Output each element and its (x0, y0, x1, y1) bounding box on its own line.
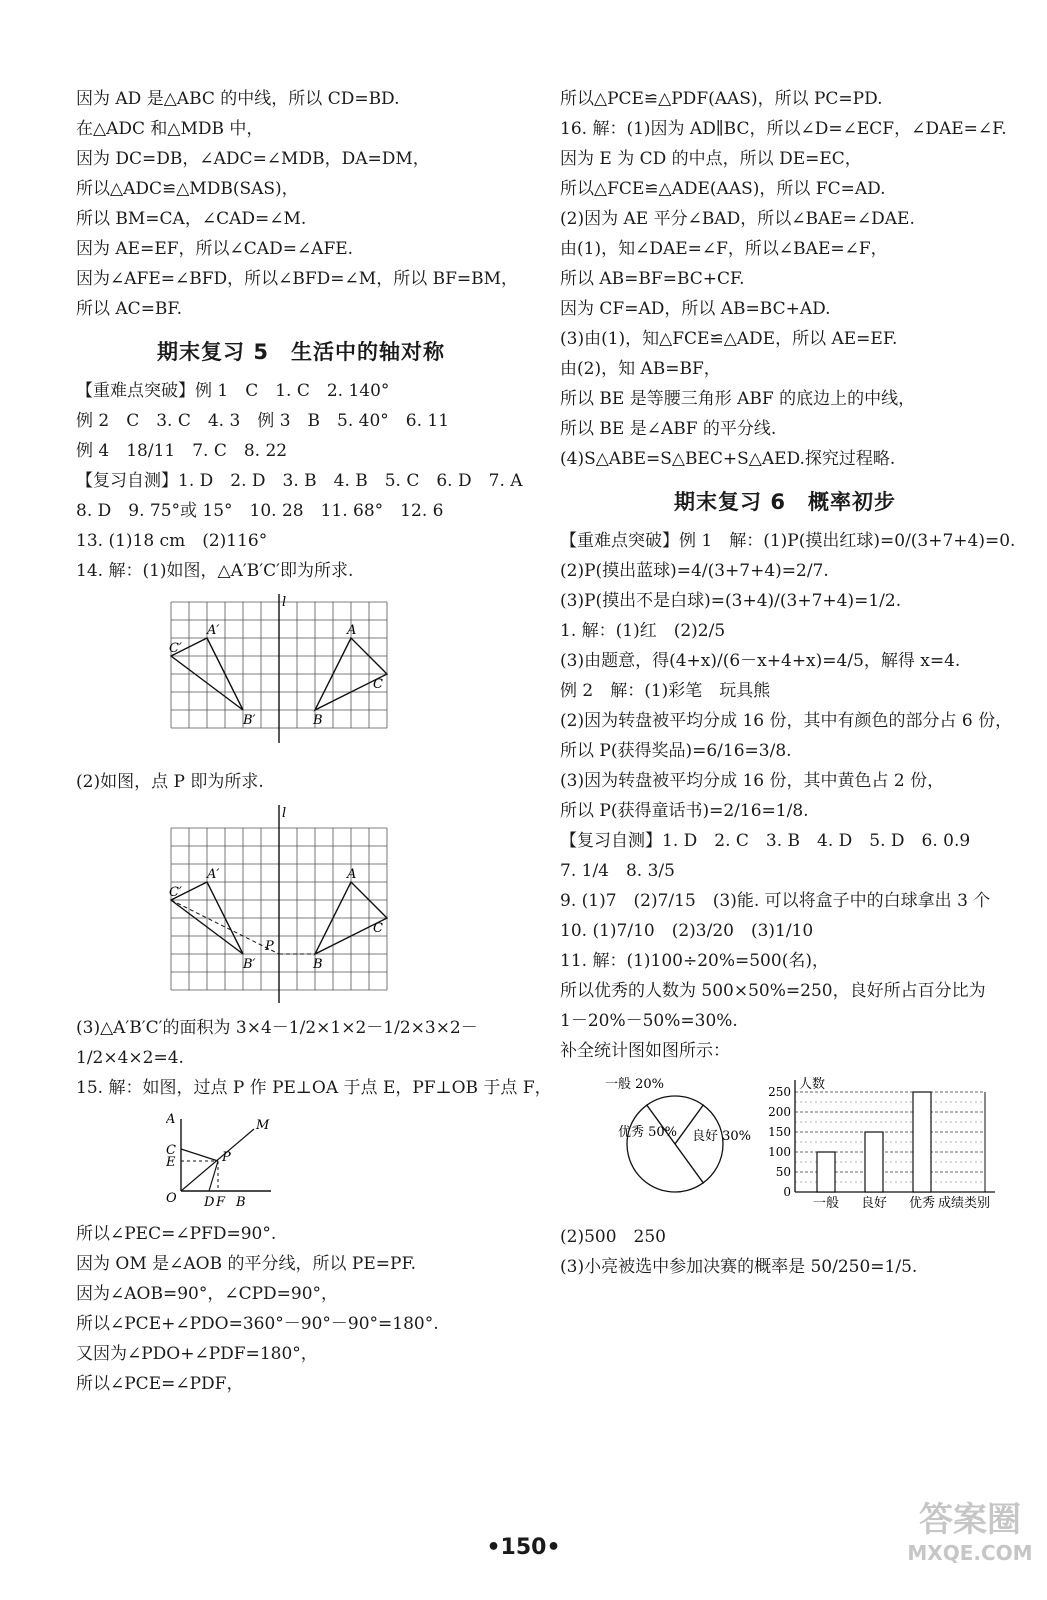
text-line: 【重难点突破】例 1 C 1. C 2. 140° (76, 381, 390, 401)
text-line: 所以 P(获得奖品)=6/16=3/8. (560, 741, 792, 761)
label-B: B (313, 957, 323, 972)
text-line: (2)因为 AE 平分∠BAD，所以∠BAE=∠DAE. (560, 209, 915, 229)
page-number: •150• (486, 1535, 561, 1560)
text-line: 所以 P(获得童话书)=2/16=1/8. (560, 801, 809, 821)
label-C1: C′ (169, 885, 182, 900)
x-tick-label: 优秀 (908, 1196, 936, 1211)
text-line: (2)P(摸出蓝球)=4/(3+7+4)=2/7. (560, 561, 829, 581)
text-line: (3)由题意，得(4+x)/(6－x+4+x)=4/5，解得 x=4. (560, 651, 961, 671)
label-C: C (166, 1143, 176, 1158)
text-line: 15. 解：如图，过点 P 作 PE⊥OA 于点 E，PF⊥OB 于点 F， (76, 1078, 552, 1098)
label-A1: A′ (207, 867, 220, 882)
section-5-answers (76, 376, 526, 586)
text-line: 因为 AE=EF，所以∠CAD=∠AFE. (76, 239, 354, 259)
label-O: O (166, 1191, 177, 1206)
text-line: 【复习自测】1. D 2. C 3. B 4. D 5. D 6. 0.9 (560, 831, 971, 851)
section-6-title: 期末复习 6 概率初步 (674, 490, 896, 514)
label-E: E (166, 1155, 176, 1170)
grid-figure-2-svg (166, 803, 406, 1003)
label-P: P (265, 939, 274, 954)
text-line: 所以△ADC≌△MDB(SAS)， (76, 179, 299, 199)
text-line: 所以 BE 是等腰三角形 ABF 的底边上的中线， (560, 389, 916, 409)
pie-label: 良好 30% (692, 1129, 752, 1144)
y-axis-label: 人数 (799, 1077, 826, 1092)
text-line: 所以优秀的人数为 500×50%=250，良好所占百分比为 (560, 981, 986, 1001)
solution-block-13 (76, 84, 526, 324)
y-tick-label: 0 (783, 1185, 791, 1199)
solution-14-15 (76, 1013, 552, 1103)
section-5-title: 期末复习 5 生活中的轴对称 (157, 340, 445, 364)
text-line: 因为 E 为 CD 的中点，所以 DE=EC， (560, 149, 862, 169)
grid-figure-1-svg (166, 592, 406, 757)
text-line: (3)△A′B′C′的面积为 3×4－1/2×1×2－1/2×3×2－ (76, 1018, 478, 1038)
label-A: A (166, 1112, 176, 1127)
text-line: 14. 解：(1)如图，△A′B′C′即为所求. (76, 561, 354, 581)
text-line: 11. 解：(1)100÷20%=500(名)， (560, 951, 829, 971)
text-line: 所以 BE 是∠ABF 的平分线. (560, 419, 777, 439)
text-line: 16. 解：(1)因为 AD∥BC，所以∠D=∠ECF，∠DAE=∠F. (560, 119, 1007, 139)
label-C1: C′ (169, 641, 182, 656)
text-line: 【重难点突破】例 1 解：(1)P(摸出红球)=0/(3+7+4)=0. (560, 531, 1016, 551)
text-line: 1/2×4×2=4. (76, 1048, 184, 1068)
grid-figure-1 (166, 592, 526, 761)
text-line: 1. 解：(1)红 (2)2/5 (560, 621, 726, 641)
text-line: 1－20%－50%=30%. (560, 1011, 738, 1031)
text-line: 所以 AB=BF=BC+CF. (560, 269, 745, 289)
label-A: A (347, 867, 357, 882)
y-tick-label: 150 (768, 1125, 791, 1139)
text-line: 因为 OM 是∠AOB 的平分线，所以 PE=PF. (76, 1254, 416, 1274)
text-line: 所以 BM=CA，∠CAD=∠M. (76, 209, 307, 229)
y-tick-label: 50 (775, 1165, 791, 1179)
text-line: 因为 AD 是△ABC 的中线，所以 CD=BD. (76, 89, 400, 109)
text-line: (2)如图，点 P 即为所求. (76, 772, 264, 792)
text-line: 所以 AC=BF. (76, 299, 182, 319)
label-l: l (282, 595, 287, 610)
text-line: 因为 DC=DB，∠ADC=∠MDB，DA=DM， (76, 149, 430, 169)
text-line: (3)P(摸出不是白球)=(3+4)/(3+7+4)=1/2. (560, 591, 902, 611)
right-column (560, 84, 1016, 1282)
bar (913, 1092, 931, 1192)
label-C: C (373, 921, 383, 936)
figure-15-svg (166, 1109, 366, 1209)
grid-figure-2 (166, 803, 526, 1007)
text-line: 因为 CF=AD，所以 AB=BC+AD. (560, 299, 831, 319)
text-line: 8. D 9. 75°或 15° 10. 28 11. 68° 12. 6 (76, 501, 444, 521)
figure-15 (166, 1109, 526, 1213)
watermark-url: MXQE.COM (907, 1541, 1033, 1565)
label-B1: B′ (243, 713, 256, 728)
watermark-logo: 答案圈 (919, 1500, 1021, 1540)
text-line: 9. (1)7 (2)7/15 (3)能. 可以将盒子中的白球拿出 3 个 (560, 891, 991, 911)
text-line: 【复习自测】1. D 2. D 3. B 4. B 5. C 6. D 7. A (76, 471, 523, 491)
x-tick-label: 一般 (812, 1196, 840, 1211)
text-line: 例 4 18/11 7. C 8. 22 (76, 441, 288, 461)
text-line: (3)由(1)，知△FCE≌△ADE，所以 AE=EF. (560, 329, 898, 349)
solution-15-16 (560, 84, 1010, 474)
pie-label: 一般 20% (605, 1077, 665, 1092)
left-column (76, 84, 552, 1399)
label-B: B (236, 1195, 246, 1209)
solution-15-cont (76, 1219, 526, 1399)
text-line: 所以△PCE≌△PDF(AAS)，所以 PC=PD. (560, 89, 883, 109)
label-D: D (204, 1195, 215, 1209)
label-P: P (222, 1150, 231, 1165)
text-line: 在△ADC 和△MDB 中， (76, 119, 264, 139)
text-line: (2)因为转盘被平均分成 16 份，其中有颜色的部分占 6 份， (560, 711, 1013, 731)
text-line: 10. (1)7/10 (2)3/20 (3)1/10 (560, 921, 814, 941)
solution-11-cont (560, 1222, 1010, 1282)
y-tick-label: 200 (768, 1105, 791, 1119)
section-6-answers (560, 526, 1016, 1066)
statistics-chart-svg (600, 1072, 1000, 1212)
label-C: C (373, 677, 383, 692)
label-B: B (313, 713, 323, 728)
text-line: 又因为∠PDO+∠PDF=180°， (76, 1344, 318, 1364)
text-line: 所以∠PCE+∠PDO=360°－90°－90°=180°. (76, 1314, 439, 1334)
bar (865, 1132, 883, 1192)
x-axis-label: 成绩类别 (937, 1196, 990, 1211)
label-F: F (216, 1195, 226, 1209)
statistics-chart (600, 1072, 1010, 1216)
text-line: (2)500 250 (560, 1227, 666, 1247)
text-line: (3)因为转盘被平均分成 16 份，其中黄色占 2 份， (560, 771, 945, 791)
label-M: M (256, 1118, 270, 1133)
text-line: 所以∠PEC=∠PFD=90°. (76, 1224, 277, 1244)
text-line: 7. 1/4 8. 3/5 (560, 861, 675, 881)
label-B1: B′ (243, 957, 256, 972)
text-line: (4)S△ABE=S△BEC+S△AED.探究过程略. (560, 449, 896, 469)
text-line: 补全统计图如图所示： (560, 1041, 730, 1061)
text-line: 因为∠AFE=∠BFD，所以∠BFD=∠M，所以 BF=BM， (76, 269, 519, 289)
text-line: 例 2 解：(1)彩笔 玩具熊 (560, 681, 771, 701)
text-line: 因为∠AOB=90°，∠CPD=90°， (76, 1284, 339, 1304)
text-line: 所以∠PCE=∠PDF， (76, 1374, 244, 1394)
y-tick-label: 250 (768, 1085, 791, 1099)
text-line: 13. (1)18 cm (2)116° (76, 531, 268, 551)
y-tick-label: 100 (768, 1145, 791, 1159)
text-line: 由(2)，知 AB=BF， (560, 359, 721, 379)
text-line: 例 2 C 3. C 4. 3 例 3 B 5. 40° 6. 11 (76, 411, 450, 431)
label-A1: A′ (207, 623, 220, 638)
text-line: (3)小亮被选中参加决赛的概率是 50/250=1/5. (560, 1257, 918, 1277)
x-tick-label: 良好 (860, 1196, 888, 1211)
pie-label: 优秀 50% (618, 1125, 678, 1140)
solution-14-part2 (76, 767, 526, 797)
label-l: l (282, 806, 287, 821)
text-line: 由(1)，知∠DAE=∠F，所以∠BAE=∠F， (560, 239, 888, 259)
watermark (895, 1500, 1045, 1566)
bar (817, 1152, 835, 1192)
text-line: 所以△FCE≌△ADE(AAS)，所以 FC=AD. (560, 179, 886, 199)
label-A: A (347, 623, 357, 638)
